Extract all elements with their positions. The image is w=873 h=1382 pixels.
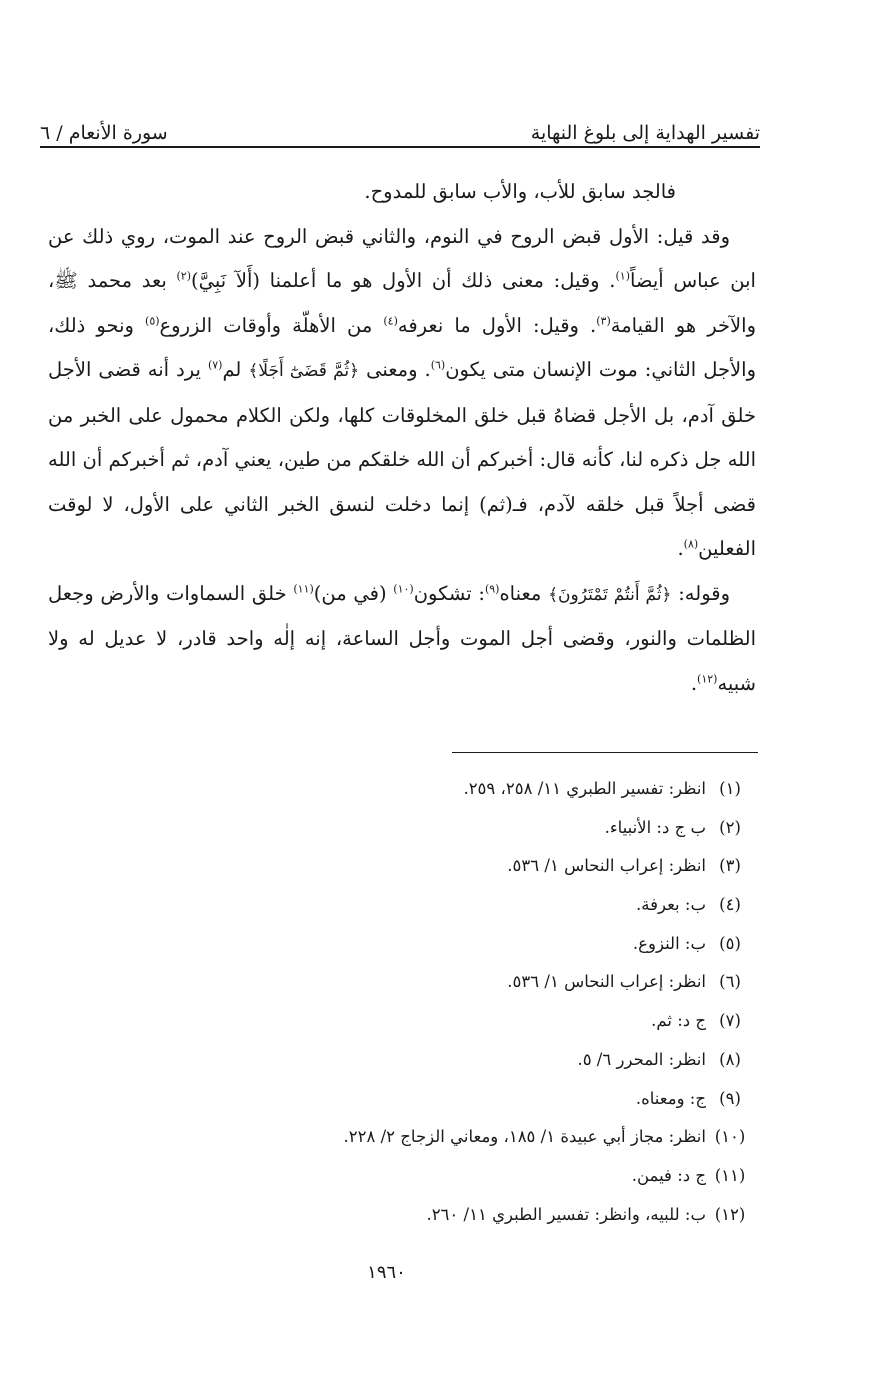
footnote-text: انظر: مجاز أبي عبيدة ١/ ١٨٥، ومعاني الزجاج ٢/ ٢٢٨.: [343, 1127, 706, 1147]
footnote-number: (٣): [719, 856, 741, 876]
header-rule: [40, 146, 760, 148]
footnote-text: ج د: ثم.: [651, 1011, 706, 1031]
text-run: . ومعنى: [366, 358, 431, 381]
footnote-item: [48, 770, 754, 809]
text-run: (في من): [313, 581, 394, 605]
footnote-number: (١١): [714, 1165, 746, 1185]
footnote-number: (٨): [719, 1049, 741, 1069]
footnote-item: [48, 963, 754, 1002]
footnote-ref: (٨): [683, 537, 699, 551]
footnote-item: [48, 1157, 754, 1196]
footnote-text: ب ج د: الأنبياء.: [604, 817, 706, 837]
footnote-ref: (٤): [383, 314, 398, 327]
footnote-item: [48, 1196, 754, 1235]
footnote-text: انظر: تفسير الطبري ١١/ ٢٥٨، ٢٥٩.: [463, 779, 706, 798]
text-run: بعد محمد ﷺ، والآخر هو القيامة: [48, 269, 756, 337]
footnote-item: [48, 925, 754, 964]
text-run: ونحو ذلك، والأجل الثاني: موت الإنسان متى يكون: [48, 313, 756, 381]
footnote-item: [48, 1118, 754, 1157]
footnote-text: ج: ومعناه.: [635, 1088, 706, 1108]
footnote-item: [48, 809, 754, 848]
footnote-ref: (٩): [484, 582, 500, 595]
surah-info: سورة الأنعام / ٦: [40, 122, 168, 144]
footnote-text: انظر: إعراب النحاس ١/ ٥٣٦.: [507, 856, 706, 876]
quran-quote: ﴿ثُمَّ قَضَىٰٓ أَجَلًا﴾: [248, 361, 360, 381]
footnote-item: [48, 847, 754, 886]
text-run: يرد أنه قضى الأجل خلق آدم، بل الأجل قضاهُ قبل خلق المخلوقات كلها، ولكن الكلام محمول على الخبر من الله جل ذكره لنا، كأنه قال: أخبركم أن الله خلقكم من طين، يعني آدم، ثم أخبركم أن الله قضى أجلاً قبل خلقه لآدم، فـ(ثم) إنما دخلت لنسق الخبر الثاني على الأول، لا لوقت الفعلين: [48, 358, 756, 560]
text-run: لم: [222, 358, 249, 381]
text-run: وقد قيل: الأول قبض الروح في النوم، والثاني قبض الروح عند الموت، روي ذلك عن ابن عباس أيضاً: [48, 224, 756, 292]
footnote-number: (٧): [719, 1011, 741, 1031]
footnote-text: ب: النزوع.: [632, 933, 706, 953]
running-header: [40, 110, 760, 144]
text-run: . وقيل: الأول ما نعرفه: [397, 313, 597, 337]
text-run: .: [677, 537, 684, 560]
footnote-ref: (٥): [145, 314, 160, 327]
footnote-number: (٤): [719, 895, 741, 915]
footnote-text: ب: للبيه، وانظر: تفسير الطبري ١١/ ٢٦٠.: [426, 1204, 706, 1224]
text-run: معناه: [499, 581, 549, 605]
footnote-ref: (١١): [293, 582, 314, 595]
footnotes-list: [48, 770, 754, 1234]
footnote-item: [48, 886, 754, 925]
footnote-text: ب: بعرفة.: [636, 895, 706, 915]
main-text: [48, 170, 756, 706]
footnote-text: انظر: إعراب النحاس ١/ ٥٣٦.: [507, 972, 706, 992]
footnote-number: (٢): [719, 817, 741, 837]
text-run: : تشكون: [413, 581, 485, 605]
footnote-number: (٦): [719, 972, 741, 992]
footnote-text: ج د: فيمن.: [631, 1165, 706, 1185]
paragraph-2: [48, 215, 756, 572]
footnote-number: (١): [719, 779, 741, 798]
footnote-number: (١٠): [714, 1127, 746, 1147]
footnote-number: (٥): [719, 933, 741, 953]
footnote-ref: (٣): [596, 314, 611, 327]
paragraph-3: [48, 572, 756, 707]
footnote-item: [48, 1002, 754, 1041]
text-run: من الأهلّة وأوقات الزروع: [159, 313, 384, 337]
footnote-number: (٩): [719, 1088, 741, 1108]
footnote-ref: (٦): [430, 358, 446, 372]
text-run: خلق السماوات والأرض وجعل الظلمات والنور، وقضى أجل الموت وأجل الساعة، إنه إلٰه واحد قادر، لا عديل له ولا شبيه: [48, 581, 756, 695]
footnote-number: (١٢): [714, 1204, 746, 1224]
paragraph-1: فالجد سابق للأب، والأب سابق للمدوح.: [364, 180, 676, 203]
quran-quote: ﴿ثُمَّ أَنتُمْ تَمْتَرُونَ﴾: [548, 584, 672, 605]
footnote-ref: (١٢): [697, 672, 718, 685]
footnote-item: [48, 1080, 754, 1119]
text-run: .: [690, 671, 698, 695]
footnote-ref: (٢): [176, 269, 191, 283]
footnote-rule: [452, 752, 758, 753]
book-title: تفسير الهداية إلى بلوغ النهاية: [530, 122, 760, 144]
footnote-item: [48, 1041, 754, 1080]
text-run: . وقيل: معنى ذلك أن الأول هو ما أعلمنا (أَلآ نَبِيَّ): [191, 269, 616, 292]
text-run: وقوله:: [671, 581, 731, 605]
footnote-ref: (١٠): [393, 582, 414, 595]
footnote-text: انظر: المحرر ٦/ ٥.: [577, 1049, 706, 1069]
footnote-ref: (١): [615, 269, 630, 283]
page-number: ١٩٦٠: [367, 1262, 406, 1283]
footnote-ref: (٧): [207, 358, 223, 372]
